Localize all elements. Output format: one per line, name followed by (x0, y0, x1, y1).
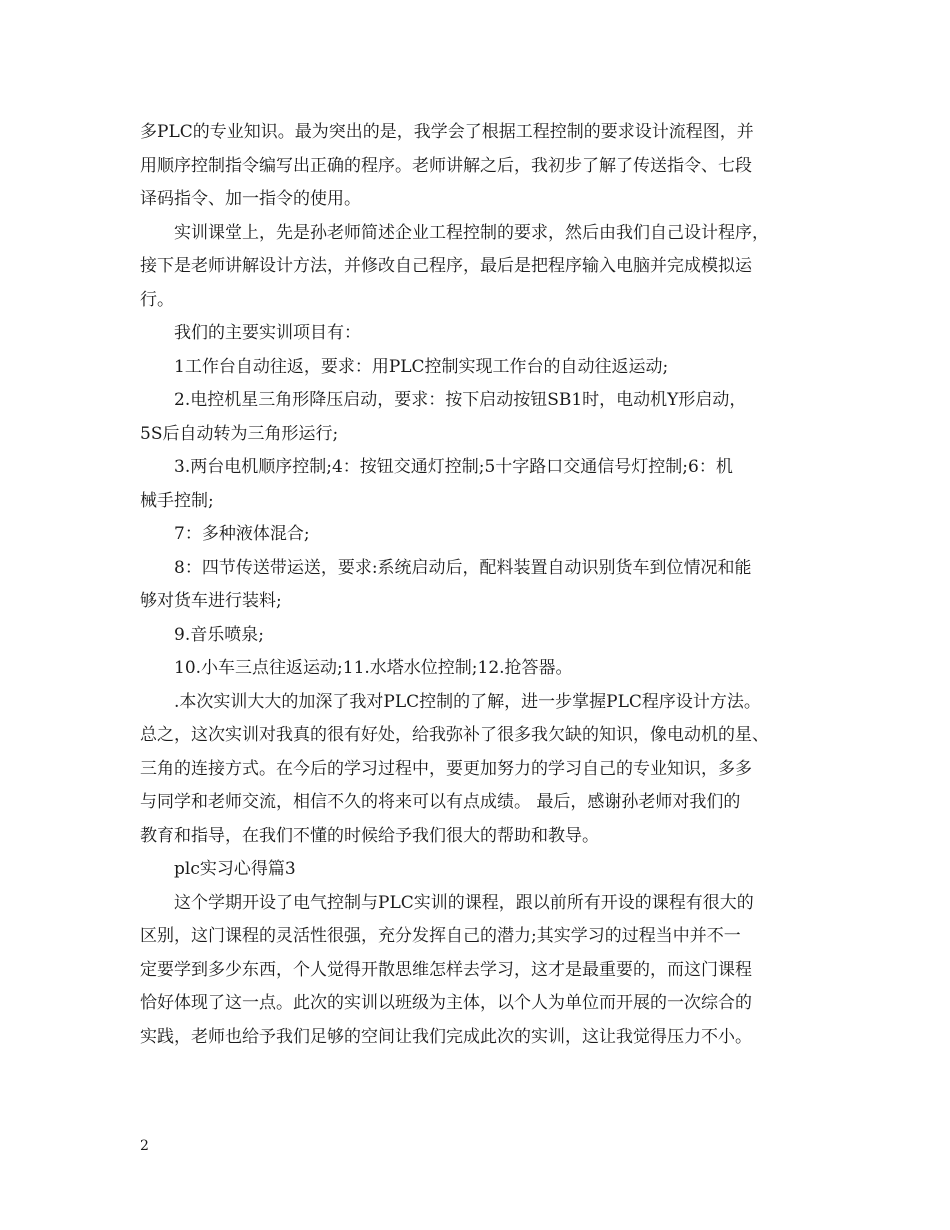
text-line: 实训课堂上，先是孙老师简述企业工程控制的要求，然后由我们自己设计程序， (174, 222, 769, 243)
text-line: 定要学到多少东西，个人觉得开散思维怎样去学习，这才是最重要的，而这门课程 (140, 959, 752, 980)
text-line: 5S后自动转为三角形运行; (140, 423, 339, 444)
text-line: 械手控制; (140, 490, 214, 511)
text-line: 多PLC的专业知识。最为突出的是，我学会了根据工程控制的要求设计流程图，并 (140, 122, 754, 142)
page-number: 2 (140, 1138, 149, 1154)
text-line: 9.音乐喷泉; (174, 624, 264, 645)
text-line: 3.两台电机顺序控制;4：按钮交通灯控制;5十字路口交通信号灯控制;6：机 (174, 457, 733, 477)
text-line: 8：四节传送带运送，要求:系统启动后，配料装置自动识别货车到位情况和能 (174, 557, 752, 578)
text-line: 1工作台自动往返，要求：用PLC控制实现工作台的自动往返运动; (174, 356, 669, 377)
text-line: 与同学和老师交流，相信不久的将来可以有点成绩。 最后，感谢孙老师对我们的 (140, 792, 741, 812)
text-line: 这个学期开设了电气控制与PLC实训的课程，跟以前所有开设的课程有很大的 (174, 892, 754, 913)
text-line: 2.电控机星三角形降压启动，要求：按下启动按钮SB1时，电动机Y形启动， (174, 390, 747, 410)
text-line: 我们的主要实训项目有： (174, 323, 361, 343)
text-line: 教育和指导，在我们不懂的时候给予我们很大的帮助和教导。 (140, 825, 599, 846)
text-line: 译码指令、加一指令的使用。 (140, 189, 361, 209)
text-line: 总之，这次实训对我真的很有好处，给我弥补了很多我欠缺的知识，像电动机的星、 (140, 725, 769, 745)
text-line: 实践，老师也给予我们足够的空间让我们完成此次的实训，这让我觉得压力不小。 (140, 1026, 752, 1047)
text-line: 区别，这门课程的灵活性很强，充分发挥自己的潜力;其实学习的过程当中并不一 (140, 926, 741, 946)
text-line: 行。 (140, 289, 174, 310)
text-line: 用顺序控制指令编写出正确的程序。老师讲解之后，我初步了解了传送指令、七段 (140, 155, 752, 176)
body-text (140, 116, 820, 1054)
text-line: 三角的连接方式。在今后的学习过程中，要更加努力的学习自己的专业知识，多多 (140, 758, 752, 779)
text-line: 恰好体现了这一点。此次的实训以班级为主体，以个人为单位而开展的一次综合的 (140, 993, 752, 1013)
text-line: 10.小车三点往返运动;11.水塔水位控制;12.抢答器。 (174, 658, 573, 678)
text-line: 接下是老师讲解设计方法，并修改自己程序，最后是把程序输入电脑并完成模拟运 (140, 256, 752, 276)
text-line: 7：多种液体混合; (174, 524, 310, 544)
text-line: 够对货车进行装料; (140, 591, 282, 611)
text-line: .本次实训大大的加深了我对PLC控制的了解，进一步掌握PLC程序设计方法。 (174, 691, 761, 712)
text-line: plc实习心得篇3 (174, 859, 296, 879)
